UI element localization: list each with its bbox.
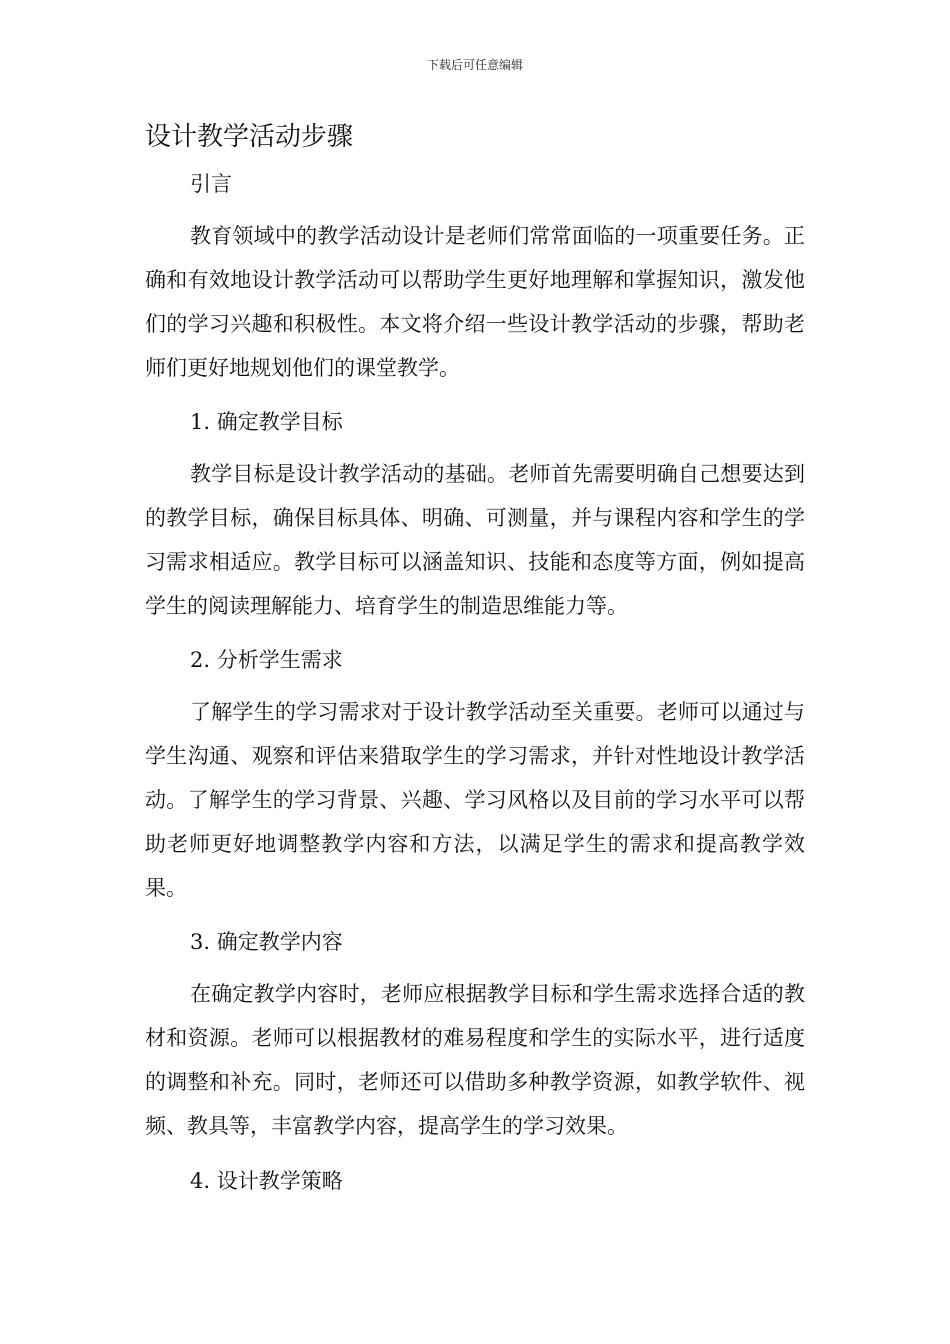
section-paragraph-2: 了解学生的学习需求对于设计教学活动至关重要。老师可以通过与学生沟通、观察和评估来猎取学生的学习需求，并针对性地设计教学活动。了解学生的学习背景、兴趣、学习风格以及目前的学习水平可以帮助老师更好地调整教学内容和方法，以满足学生的需求和提高教学效果。 [145, 700, 805, 900]
section-heading-3: 3. 确定教学内容 [190, 930, 343, 954]
section-paragraph-3: 在确定教学内容时，老师应根据教学目标和学生需求选择合适的教材和资源。老师可以根据教材的难易程度和学生的实际水平，进行适度的调整和补充。同时，老师还可以借助多种教学资源，如教学软件、视频、教具等，丰富教学内容，提高学生的学习效果。 [145, 982, 805, 1138]
intro-heading: 引言 [190, 172, 232, 196]
section-paragraph-1: 教学目标是设计教学活动的基础。老师首先需要明确自己想要达到的教学目标，确保目标具体、明确、可测量，并与课程内容和学生的学习需求相适应。教学目标可以涵盖知识、技能和态度等方面，例如提高学生的阅读理解能力、培育学生的制造思维能力等。 [145, 462, 805, 618]
section-heading-4: 4. 设计教学策略 [190, 1169, 343, 1193]
page-header: 下载后可任意编辑 [426, 58, 523, 72]
document-title: 设计教学活动步骤 [145, 122, 354, 152]
section-heading-1: 1. 确定教学目标 [190, 410, 343, 434]
intro-paragraph: 教育领域中的教学活动设计是老师们常常面临的一项重要任务。正确和有效地设计教学活动可以帮助学生更好地理解和掌握知识，激发他们的学习兴趣和积极性。本文将介绍一些设计教学活动的步骤，帮助老师们更好地规划他们的课堂教学。 [145, 224, 805, 380]
section-heading-2: 2. 分析学生需求 [190, 648, 343, 672]
